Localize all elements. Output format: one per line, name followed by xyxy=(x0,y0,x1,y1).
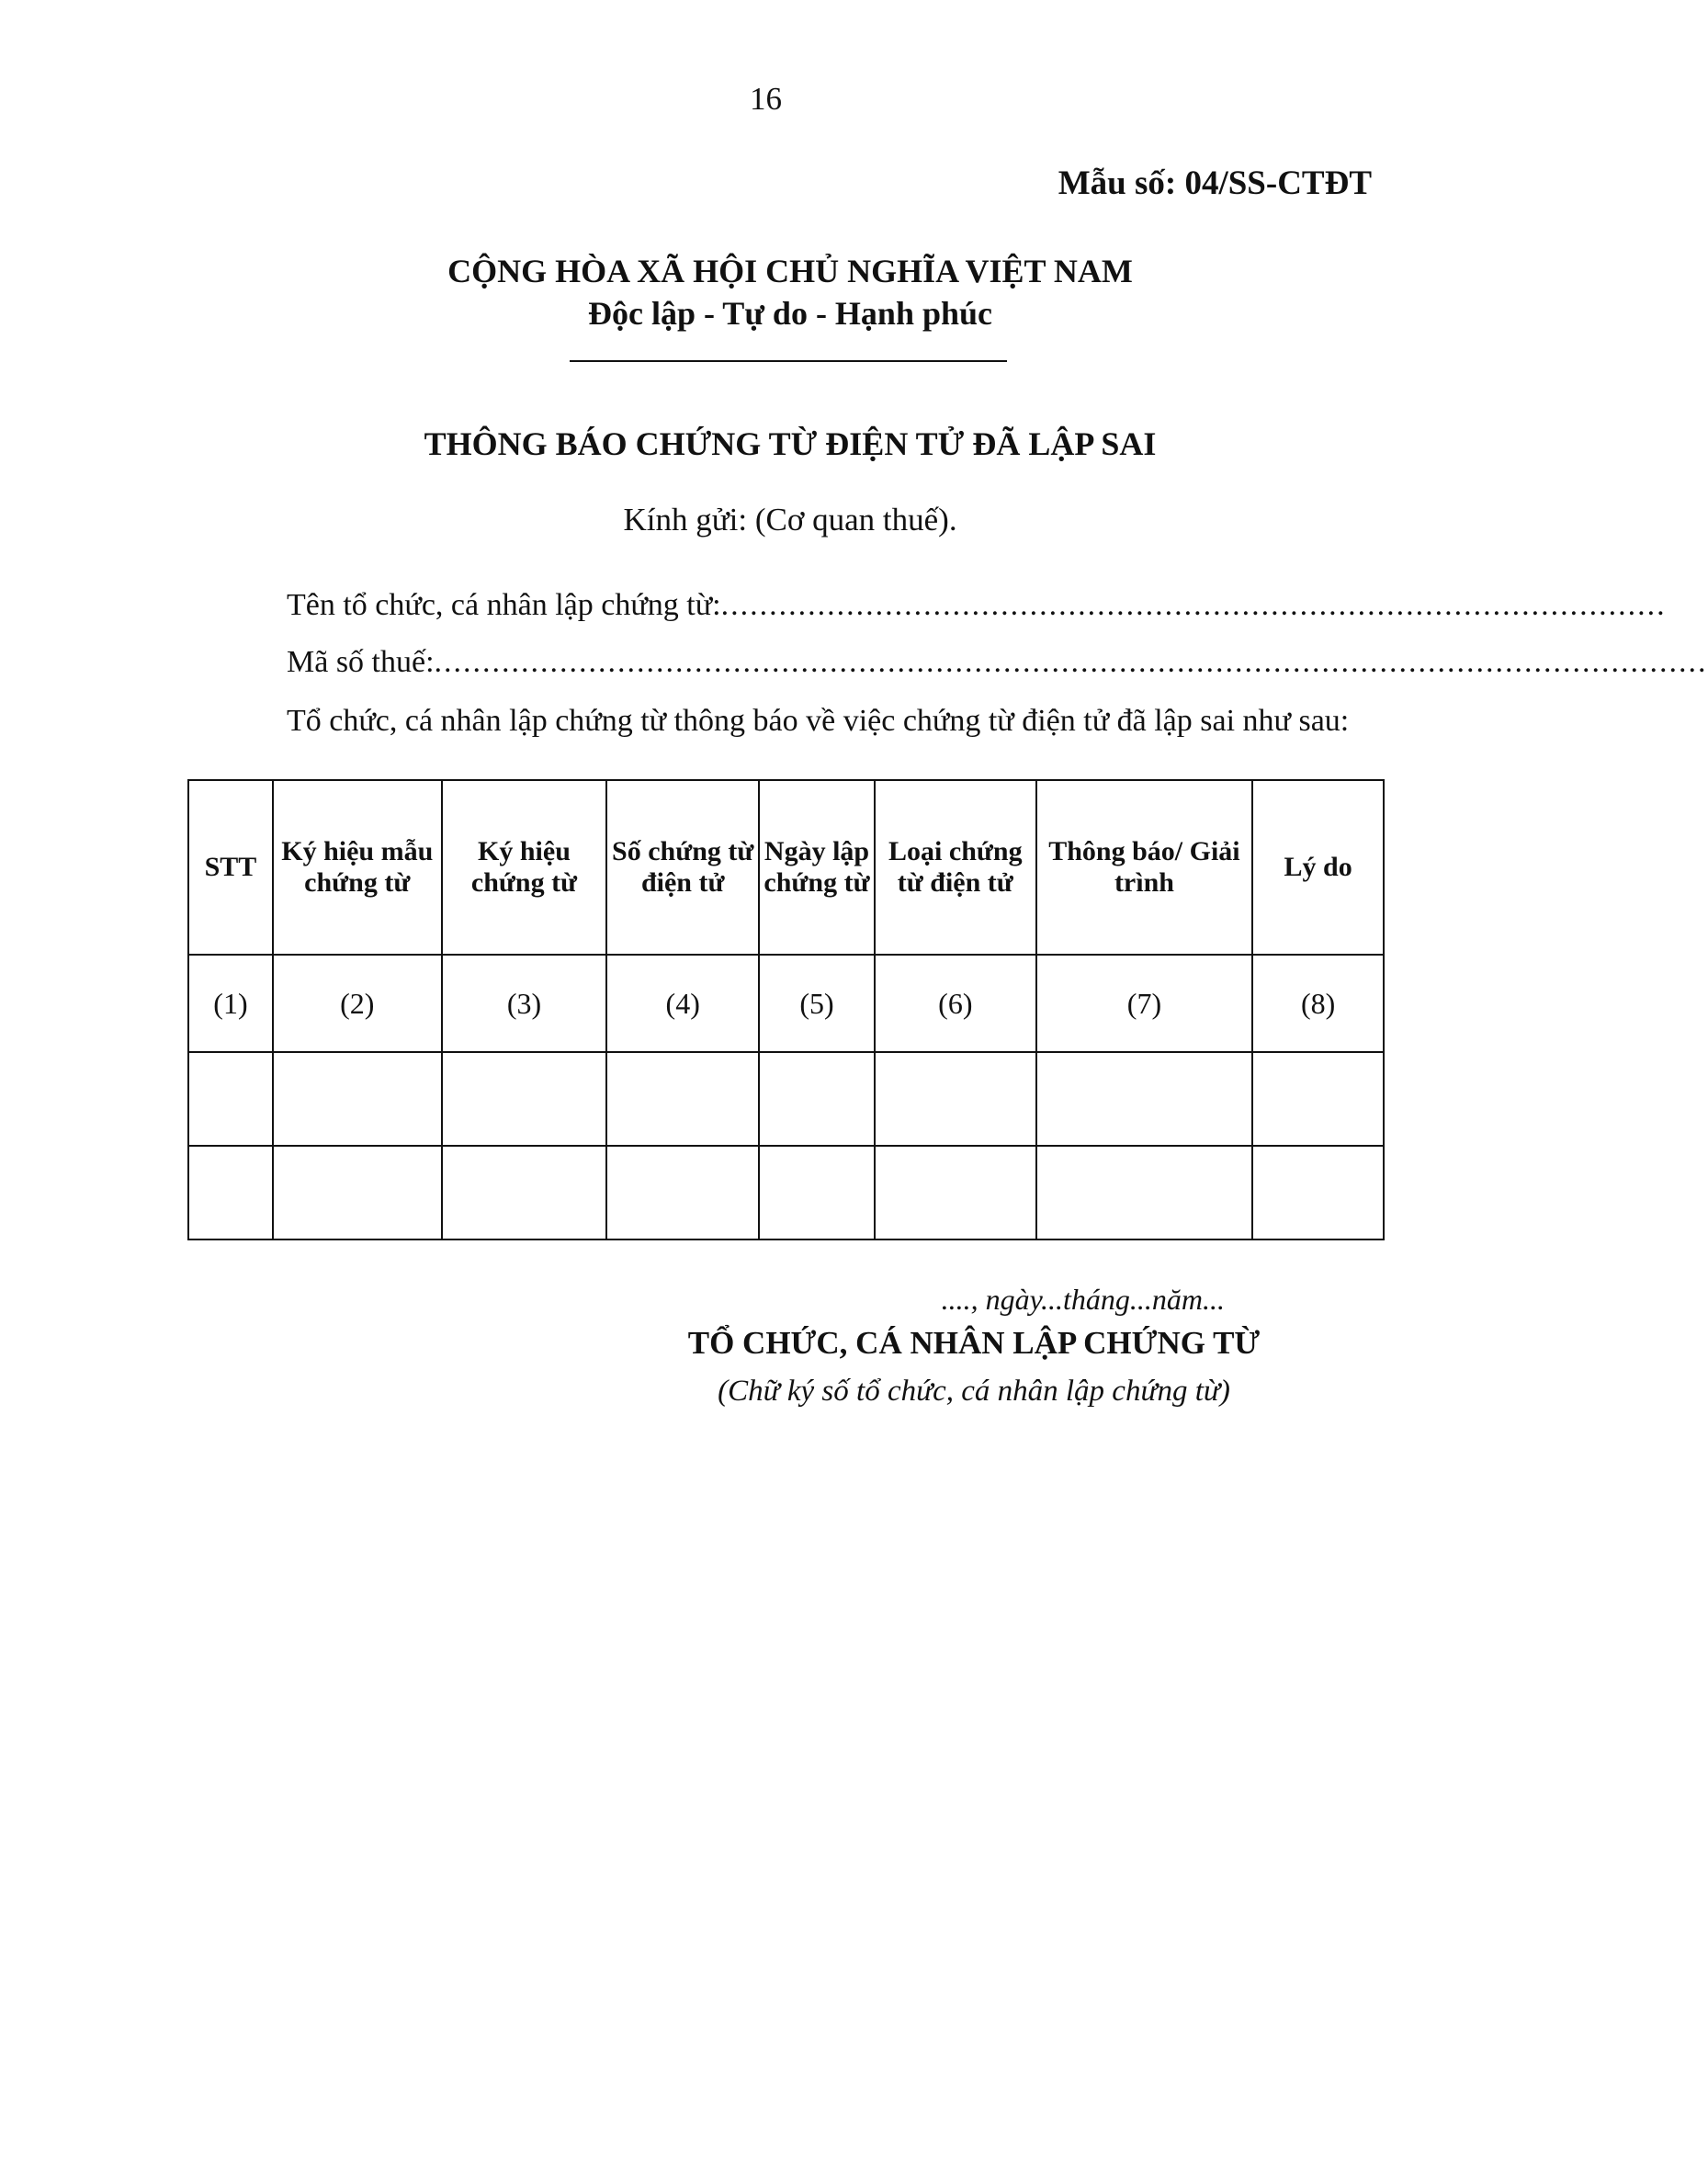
empty-cell xyxy=(273,1052,442,1146)
signature-note: (Chữ ký số tổ chức, cá nhân lập chứng từ) xyxy=(718,1375,1230,1408)
column-number: (7) xyxy=(1036,955,1253,1052)
table-row xyxy=(188,1146,1384,1239)
empty-cell xyxy=(759,1052,875,1146)
column-number-row xyxy=(188,955,1384,1052)
header-notice-explanation: Thông báo/ Giải trình xyxy=(1036,780,1253,955)
page-number: 16 xyxy=(750,81,782,117)
header-issue-date: Ngày lập chứng từ xyxy=(759,780,875,955)
error-documents-table xyxy=(187,779,1385,1240)
motto-underline xyxy=(570,360,1007,362)
form-code: Mẫu số: 04/SS-CTĐT xyxy=(1058,164,1372,202)
column-number: (2) xyxy=(273,955,442,1052)
empty-cell xyxy=(188,1146,273,1239)
empty-cell xyxy=(875,1146,1036,1239)
empty-cell xyxy=(442,1052,607,1146)
column-number: (4) xyxy=(606,955,759,1052)
empty-cell xyxy=(1252,1146,1384,1239)
table-header-row xyxy=(188,780,1384,955)
empty-cell xyxy=(442,1146,607,1239)
recipient-line: Kính gửi: (Cơ quan thuế). xyxy=(623,502,957,538)
signature-date-line: ...., ngày...tháng...năm... xyxy=(941,1283,1225,1316)
header-stt: STT xyxy=(188,780,273,955)
header-reason: Lý do xyxy=(1252,780,1384,955)
header-document-symbol: Ký hiệu chứng từ xyxy=(442,780,607,955)
header-form-symbol: Ký hiệu mẫu chứng từ xyxy=(273,780,442,955)
issuer-name-blank: .................................................................................................. xyxy=(720,588,1667,622)
document-title: THÔNG BÁO CHỨNG TỪ ĐIỆN TỬ ĐÃ LẬP SAI xyxy=(424,425,1157,462)
empty-cell xyxy=(1252,1052,1384,1146)
column-number: (3) xyxy=(442,955,607,1052)
tax-code-label: Mã số thuế: xyxy=(287,645,435,679)
empty-cell xyxy=(606,1146,759,1239)
column-number: (1) xyxy=(188,955,273,1052)
tax-code-field xyxy=(287,645,1708,680)
table-row xyxy=(188,1052,1384,1146)
intro-text: Tổ chức, cá nhân lập chứng từ thông báo về việc chứng từ điện tử đã lập sai như sau: xyxy=(287,704,1350,738)
empty-cell xyxy=(273,1146,442,1239)
signature-title: TỔ CHỨC, CÁ NHÂN LẬP CHỨNG TỪ xyxy=(687,1325,1261,1361)
issuer-name-field xyxy=(287,588,1667,623)
issuer-name-label: Tên tổ chức, cá nhân lập chứng từ: xyxy=(287,588,721,622)
empty-cell xyxy=(1036,1052,1253,1146)
empty-cell xyxy=(188,1052,273,1146)
motto-line-1: CỘNG HÒA XÃ HỘI CHỦ NGHĨA VIỆT NAM xyxy=(447,253,1133,289)
national-motto xyxy=(0,250,1580,334)
column-number: (8) xyxy=(1252,955,1384,1052)
empty-cell xyxy=(759,1146,875,1239)
empty-cell xyxy=(606,1052,759,1146)
header-document-number: Số chứng từ điện tử xyxy=(606,780,759,955)
empty-cell xyxy=(1036,1146,1253,1239)
column-number: (6) xyxy=(875,955,1036,1052)
tax-code-blank: .................................................................................................................................... xyxy=(434,645,1708,679)
column-number: (5) xyxy=(759,955,875,1052)
motto-line-2: Độc lập - Tự do - Hạnh phúc xyxy=(587,295,993,332)
header-document-type: Loại chứng từ điện tử xyxy=(875,780,1036,955)
empty-cell xyxy=(875,1052,1036,1146)
